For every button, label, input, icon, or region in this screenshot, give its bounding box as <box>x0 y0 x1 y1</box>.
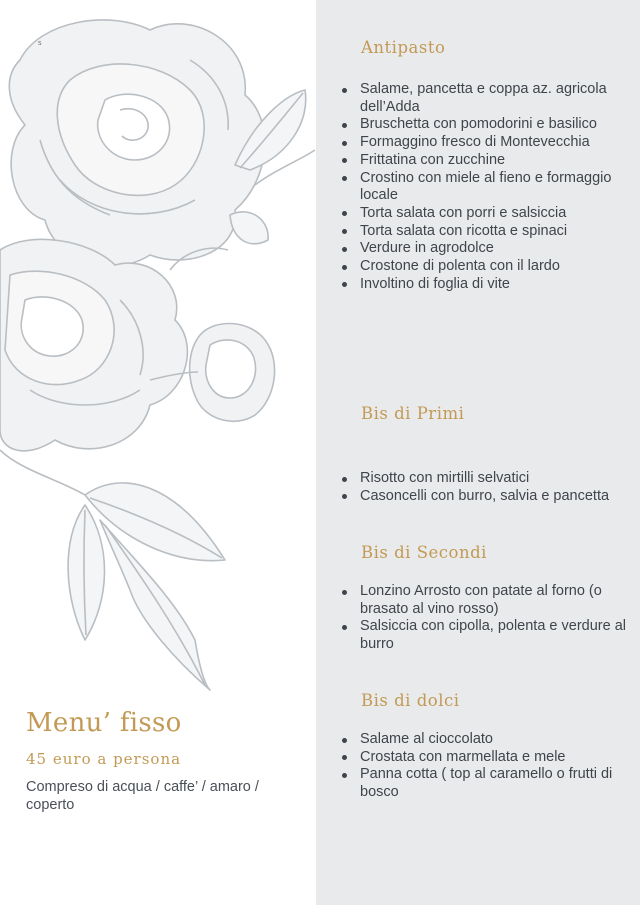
menu-item: Crostino con miele al fieno e formaggio locale <box>340 170 630 205</box>
menu-item: Casoncelli con burro, salvia e pancetta <box>340 488 630 506</box>
section-heading-dolci: Bis di dolci <box>361 691 460 710</box>
menu-item: Salame, pancetta e coppa az. agricola dell’Adda <box>340 81 630 116</box>
menu-item: Torta salata con ricotta e spinaci <box>340 223 630 241</box>
menu-item: Salame al cioccolato <box>340 731 630 749</box>
menu-item: Salsiccia con cipolla, polenta e verdure al burro <box>340 618 630 653</box>
menu-item: Frittatina con zucchine <box>340 152 630 170</box>
dolci-list <box>340 731 630 802</box>
small-mark: s <box>38 40 42 47</box>
menu-item: Torta salata con porri e salsiccia <box>340 205 630 223</box>
section-heading-secondi: Bis di Secondi <box>361 543 487 562</box>
menu-item: Formaggino fresco di Montevecchia <box>340 134 630 152</box>
menu-item: Panna cotta ( top al caramello o frutti di bosco <box>340 766 630 801</box>
section-heading-antipasto: Antipasto <box>361 38 446 57</box>
menu-item: Involtino di foglia di vite <box>340 276 630 294</box>
menu-item: Crostata con marmellata e mele <box>340 749 630 767</box>
included-note: Compreso di acqua / caffe’ / amaro / coperto <box>26 779 259 813</box>
peony-illustration <box>0 0 316 700</box>
menu-item: Crostone di polenta con il lardo <box>340 258 630 276</box>
menu-item: Verdure in agrodolce <box>340 240 630 258</box>
section-heading-primi: Bis di Primi <box>361 404 465 423</box>
secondi-list <box>340 583 630 654</box>
antipasto-list <box>340 81 630 293</box>
menu-item: Bruschetta con pomodorini e basilico <box>340 116 630 134</box>
left-panel <box>0 0 316 905</box>
menu-title: Menu’ fisso <box>26 708 182 738</box>
menu-price: 45 euro a persona <box>26 750 182 768</box>
menu-item: Risotto con mirtilli selvatici <box>340 470 630 488</box>
menu-item: Lonzino Arrosto con patate al forno (o brasato al vino rosso) <box>340 583 630 618</box>
primi-list <box>340 470 630 505</box>
